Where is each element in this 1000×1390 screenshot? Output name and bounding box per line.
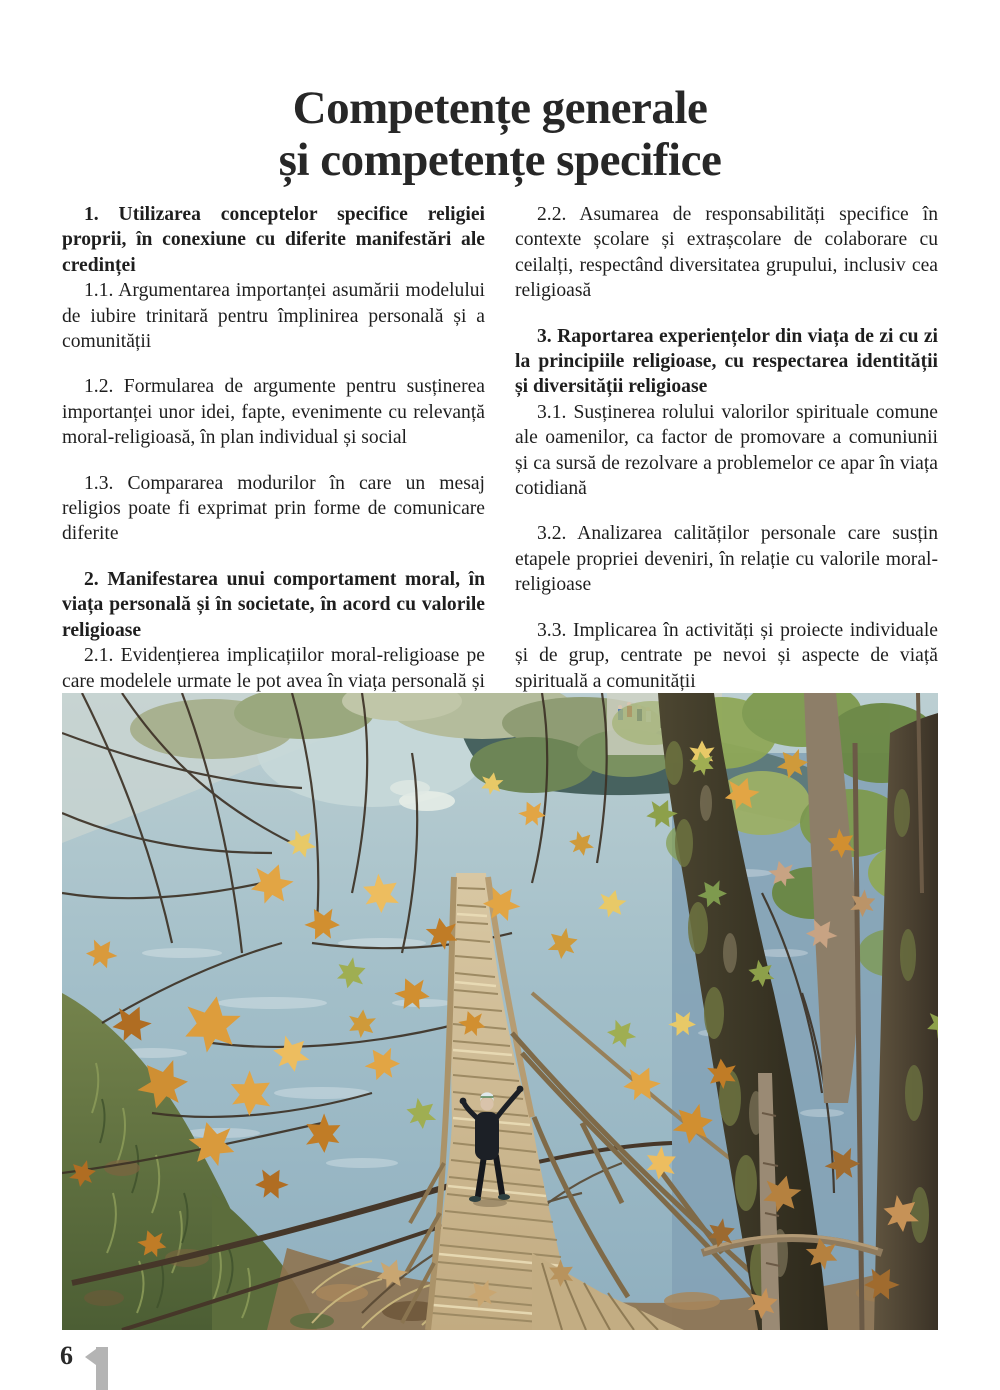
competence-3-3: 3.3. Implicarea în activități și proiecte individuale și de grup, centrate pe nevoi și aspecte de viață spirituală a comunității: [515, 619, 938, 692]
section-marker-bar: [96, 1347, 108, 1390]
section-marker-triangle-icon: [85, 1349, 96, 1365]
competence-2-1: 2.1. Evidențierea implicațiilor moral-religioase pe care modelele urmate le pot avea în viața personală și: [62, 645, 485, 692]
competence-3-heading: 3. Raportarea experiențelor din viața de zi cu zi la principiile religioase, cu respectarea identității și diversității religioase: [515, 325, 938, 398]
page-title-line-2: și competențe specifice: [278, 134, 722, 186]
page-title: [0, 82, 1000, 186]
left-column: [62, 202, 485, 719]
competence-2-2: 2.2. Asumarea de responsabilități specifice în contexte școlare și extrașcolare de colaborare cu ceilalți, respectând diversitatea grupului, inclusiv cea religioasă: [515, 204, 938, 302]
competence-2-heading: 2. Manifestarea unui comportament moral, în viața personală și în societate, în acord cu valorile religioase: [62, 568, 485, 641]
competence-1-2: 1.2. Formularea de argumente pentru susținerea importanței unor idei, fapte, evenimente cu relevanță moral-religioasă, în plan individual și social: [62, 376, 485, 449]
competence-3-1: 3.1. Susținerea rolului valorilor spirituale comune ale oamenilor, ca factor de promovare a comuniunii și ca sursă de rezolvare a problemelor ce apar în viața cotidiană: [515, 401, 938, 500]
section-marker: [85, 1347, 109, 1390]
competence-1-1: 1.1. Argumentarea importanței asumării modelului de iubire trinitară pentru împlinirea personală și a comunității: [62, 280, 485, 353]
autumn-boardwalk-photo: [62, 693, 938, 1330]
right-column: [515, 202, 938, 694]
competence-3-2: 3.2. Analizarea calităților personale care susțin etapele propriei deveniri, în relație cu valorile moral-religioase: [515, 523, 938, 596]
page-title-line-1: Competențe generale: [292, 82, 708, 134]
competence-1-3: 1.3. Compararea modurilor în care un mesaj religios poate fi exprimat prin forme de comunicare diferite: [62, 472, 485, 545]
competence-1-heading: 1. Utilizarea conceptelor specifice religiei proprii, în conexiune cu diferite manifestări ale credinței: [62, 204, 485, 276]
page-number: 6: [60, 1341, 73, 1370]
